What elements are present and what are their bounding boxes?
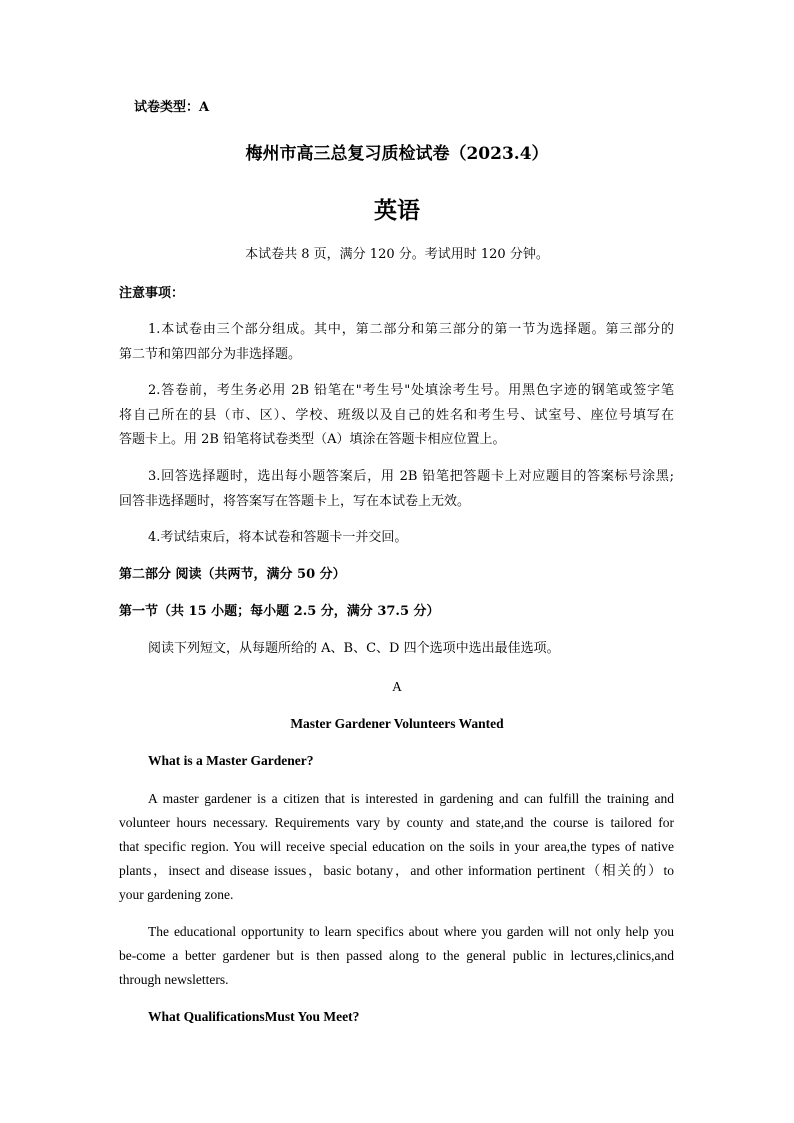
paragraph2-line2: be-come a better gardener but is then passed along to the general public in lectures,clinics,and <box>119 948 674 963</box>
notes-item1-line2: 第二节和第四部分为非选择题。 <box>119 347 302 362</box>
exam-info: 本试卷共 8 页，满分 120 分。考试用时 120 分钟。 <box>245 247 549 262</box>
passage-title: Master Gardener Volunteers Wanted <box>290 716 504 731</box>
exam-title: 梅州市高三总复习质检试卷（2023.4） <box>245 144 549 164</box>
paragraph2-line1: The educational opportunity to learn specifics about where you garden will not only help you <box>148 924 674 939</box>
passage-label: A <box>392 679 402 694</box>
paragraph2-line3: through newsletters. <box>119 972 229 987</box>
notes-item2-line2: 将自己所在的县（市、区）、学校、班级以及自己的姓名和考生号、试室号、座位号填写在 <box>119 408 674 423</box>
paragraph1-line3: that specific region. You will receive special education on the soils in your area,the types of native <box>119 839 674 854</box>
reading-instruction: 阅读下列短文，从每题所给的 A、B、C、D 四个选项中选出最佳选项。 <box>148 641 560 656</box>
paragraph1-line1: A master gardener is a citizen that is interested in gardening and can fulfill the training and <box>148 791 674 806</box>
paper-type-label: 试卷类型：A <box>134 100 210 115</box>
notes-item3-line1: 3.回答选择题时，选出每小题答案后，用 2B 铅笔把答题卡上对应题目的答案标号涂黑; <box>148 469 674 484</box>
subheading-qualifications: What QualificationsMust You Meet? <box>148 1009 360 1024</box>
section-heading: 第一节（共 15 小题；每小题 2.5 分，满分 37.5 分） <box>119 604 440 619</box>
notes-item3-line2: 回答非选择题时，将答案写在答题卡上，写在本试卷上无效。 <box>119 494 471 509</box>
paragraph1-line5: your gardening zone. <box>119 887 234 902</box>
subheading-what-is: What is a Master Gardener? <box>148 753 314 768</box>
notes-item1-line1: 1.本试卷由三个部分组成。其中，第二部分和第三部分的第一节为选择题。第三部分的 <box>148 322 674 337</box>
notes-item2-line1: 2.答卷前，考生务必用 2B 铅笔在"考生号"处填涂考生号。用黑色字迹的钢笔或签字笔 <box>148 383 674 398</box>
subject-title: 英语 <box>374 197 420 224</box>
part-heading: 第二部分 阅读（共两节，满分 50 分） <box>119 567 346 582</box>
notes-item4: 4.考试结束后，将本试卷和答题卡一并交回。 <box>148 530 408 545</box>
paragraph1-line4: plants，insect and disease issues，basic botany，and other information pertinent（相关的）to <box>119 863 674 878</box>
notes-heading: 注意事项： <box>119 286 185 301</box>
paragraph1-line2: volunteer hours necessary. Requirements vary by county and state,and the course is tailored for <box>119 815 674 830</box>
notes-item2-line3: 答题卡上。用 2B 铅笔将试卷类型（A）填涂在答题卡相应位置上。 <box>119 432 506 447</box>
